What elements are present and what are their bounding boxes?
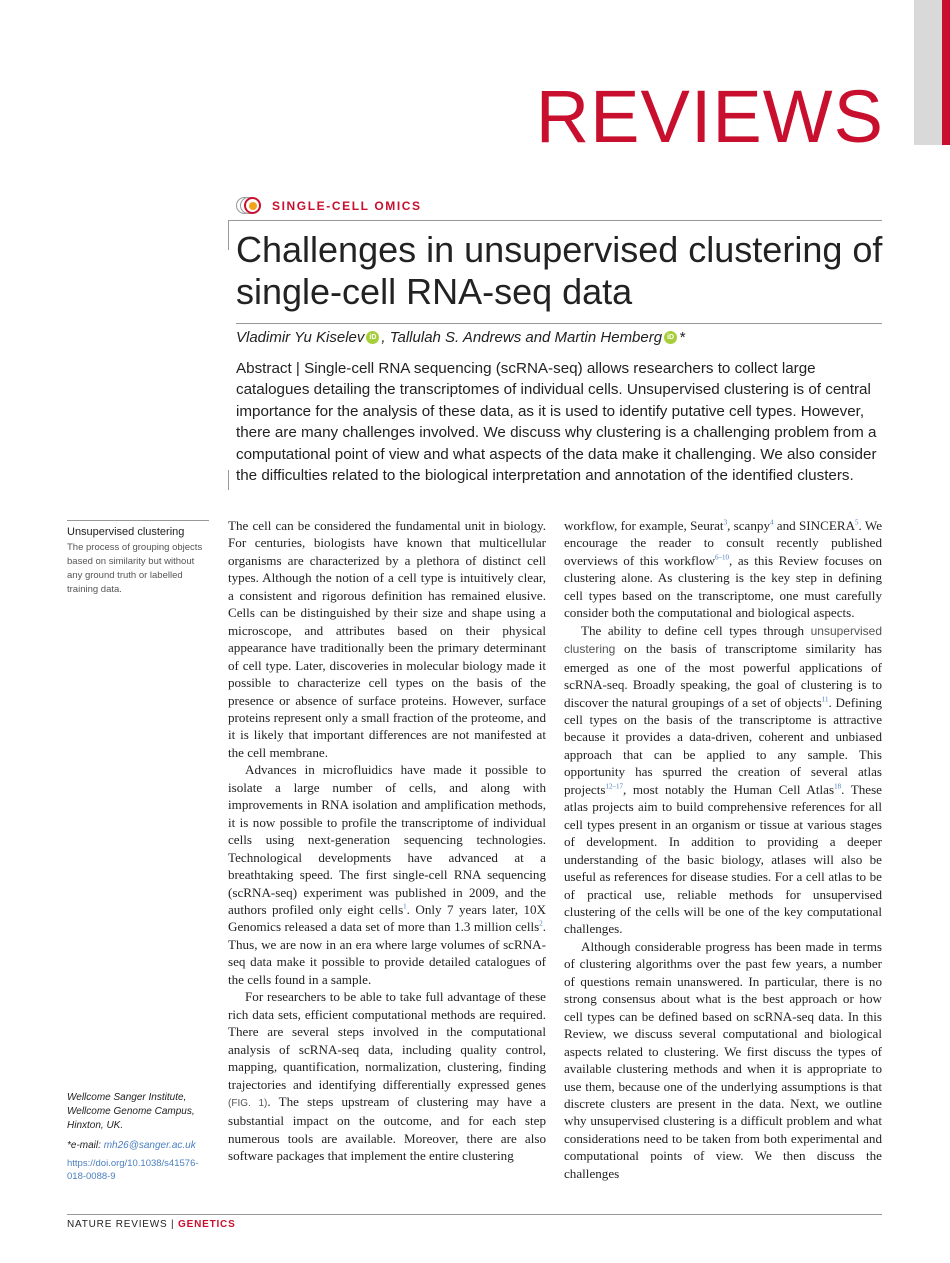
corresponding-email: [67, 1140, 196, 1151]
paragraph: Although considerable progress has been made in terms of clustering algorithms over the past few years, a number of questions remain unanswered. In particular, there is no strong consensus about what is the best approach or how cell types can be defined based on scRNA-seq data. In this Review, we discuss several computational and biological aspects related to clustering. We first discuss the types of available clustering methods and when it is appropriate to use them, because one of the underlying assumptions is that discrete clusters are present in the data. Next, we outline why unsupervised clustering is a difficult problem and what considerations need to be taken from both experimental and computational points of view. We then discuss the challenges: [564, 938, 882, 1181]
glossary-term: Unsupervised clustering: [67, 526, 185, 538]
paragraph: The ability to define cell types through unsupervised clustering on the basis of transcriptome similarity has emerged as one of the most powerful applications of scRNA-seq. Broadly speaking, the goal of clustering is to discover the natural groupings of a set of objects$^{11}$. Defining cell types on the basis of the transcriptome is attractive because it provides a data-driven, coherent and unbiased approach that can be applied to any sample. This opportunity has spurred the creation of several atlas projects$^{12-17}$, most notably the Human Cell Atlas$^{18}$. These atlas projects aim to build comprehensive references for all cell types present in an organism or tissue at various stages of development. In addition to providing a deeper understanding of the basic biology, atlases will also be useful as references for disease studies. For a cell atlas to be of practical use, reliable methods for unsupervised clustering of the cells will be one of the key computational challenges.: [564, 622, 883, 937]
citation-link[interactable]: 2: [539, 920, 543, 929]
citation-link[interactable]: 1: [403, 902, 407, 911]
figure-reference[interactable]: (FIG. 1): [228, 1097, 268, 1109]
orcid-icon[interactable]: iD: [366, 331, 379, 344]
abstract-rule: [228, 470, 229, 490]
glossary-definition: The process of grouping objects based on similarity but without any ground truth or labelled training data.: [67, 542, 203, 595]
journal-name: NATURE REVIEWS: [67, 1219, 168, 1230]
section-label: SINGLE-CELL OMICS: [272, 199, 422, 213]
footer-divider: [67, 1214, 882, 1215]
email-label: *e-mail:: [67, 1140, 104, 1151]
email-link[interactable]: mh26@sanger.ac.uk: [103, 1140, 196, 1151]
paragraph: workflow, for example, Seurat$^3$, scanpy$^4$ and SINCERA$^5$. We encourage the reader to consult recently published overviews of this workflow$^{6-10}$, as this Review focuses on clustering alone. As clustering is the key step in defining cell types based on the transcriptome, one must carefully consider both the computational and biological aspects.: [564, 518, 883, 621]
author-others: , Tallulah S. Andrews and Martin Hemberg: [381, 329, 663, 346]
glossary-link[interactable]: unsupervised clustering: [564, 623, 882, 657]
corresponding-mark: *: [679, 329, 685, 346]
section-tag: [236, 196, 422, 216]
author-list: [236, 329, 685, 346]
title-divider: [228, 220, 882, 221]
citation-link[interactable]: 5: [855, 518, 859, 527]
citation-link[interactable]: 12–17: [605, 782, 623, 791]
journal-section: GENETICS: [178, 1219, 236, 1230]
paragraph: Advances in microfluidics have made it possible to isolate a large number of cells, and along with improvements in RNA isolation and amplification methods, it is now possible to profile the transcriptome of individual cells using next-generation sequencing technologies. Technological developments have advanced at a breathtaking speed. The first single-cell RNA sequencing (scRNA-seq) experiment was published in 2009, and the authors profiled only eight cells$^1$. Only 7 years later, 10X Genomics released a data set of more than 1.3 million cells$^2$. Thus, we are now in an era where large volumes of scRNA-seq data make it possible to provide detailed catalogues of the cells found in a sample.: [228, 762, 547, 987]
journal-footer: NATURE REVIEWS | GENETICS: [67, 1219, 236, 1230]
paragraph: For researchers to be able to take full advantage of these rich data sets, efficient computational methods are required. There are several steps involved in the computational analysis of scRNA-seq data, including quality control, mapping, quantification, normalization, clustering, finding trajectories and identifying differentially expressed genes (FIG. 1). The steps upstream of clustering may have a substantial impact on the outcome, and for each step numerous tools are available. Moreover, there are also software packages that implement the entire clustering: [228, 989, 546, 1164]
single-cell-rings-icon: [236, 196, 266, 216]
glossary-divider: [67, 520, 209, 521]
section-color-tab: [914, 0, 950, 145]
affiliation: Wellcome Sanger Institute, Wellcome Genome Campus, Hinxton, UK.: [67, 1092, 195, 1131]
body-column-2: [564, 517, 882, 1182]
author-kiselev: Vladimir Yu Kiselev: [236, 329, 365, 346]
authors-divider: [236, 323, 882, 324]
abstract: Abstract | Single-cell RNA sequencing (scRNA-seq) allows researchers to collect large catalogues detailing the transcriptomes of individual cells. Unsupervised clustering is of central importance for the analysis of these data, as it is used to identify putative cell types. However, there are many challenges involved. We discuss why clustering is a challenging problem from a computational point of view and what aspects of the data make it challenging. We also consider the difficulties related to the biological interpretation and annotation of the identified clusters.: [236, 360, 877, 485]
citation-link[interactable]: 4: [770, 518, 774, 527]
citation-link[interactable]: 6–10: [715, 553, 730, 562]
article-title: Challenges in unsupervised clustering of single-cell RNA-seq data: [236, 229, 883, 312]
citation-link[interactable]: 3: [723, 518, 728, 527]
reviews-header: REVIEWS: [535, 75, 884, 158]
citation-link[interactable]: 11: [821, 695, 829, 704]
doi-link[interactable]: https://doi.org/10.1038/s41576-018-0088-9: [67, 1158, 199, 1182]
section-color-stripe: [942, 0, 950, 145]
paragraph: The cell can be considered the fundamental unit in biology. For centuries, biologists have known that multicellular organisms are characterized by a plethora of distinct cell types. Although the notion of a cell type is intuitively clear, a consistent and rigorous definition has remained elusive. Cells can be distinguished by their size and shape using a microscope, and attributes based on their physical appearance have traditionally been the primary determinant of cell type. Later, discoveries in molecular biology made it possible to characterize cell types on the basis of the presence or absence of surface proteins. However, surface proteins represent only a small fraction of the proteome, and it is likely that important differences are not manifested at the cell membrane.: [228, 518, 546, 760]
body-column-1: [228, 517, 546, 1165]
orcid-icon[interactable]: iD: [664, 331, 677, 344]
citation-link[interactable]: 18: [834, 782, 842, 791]
